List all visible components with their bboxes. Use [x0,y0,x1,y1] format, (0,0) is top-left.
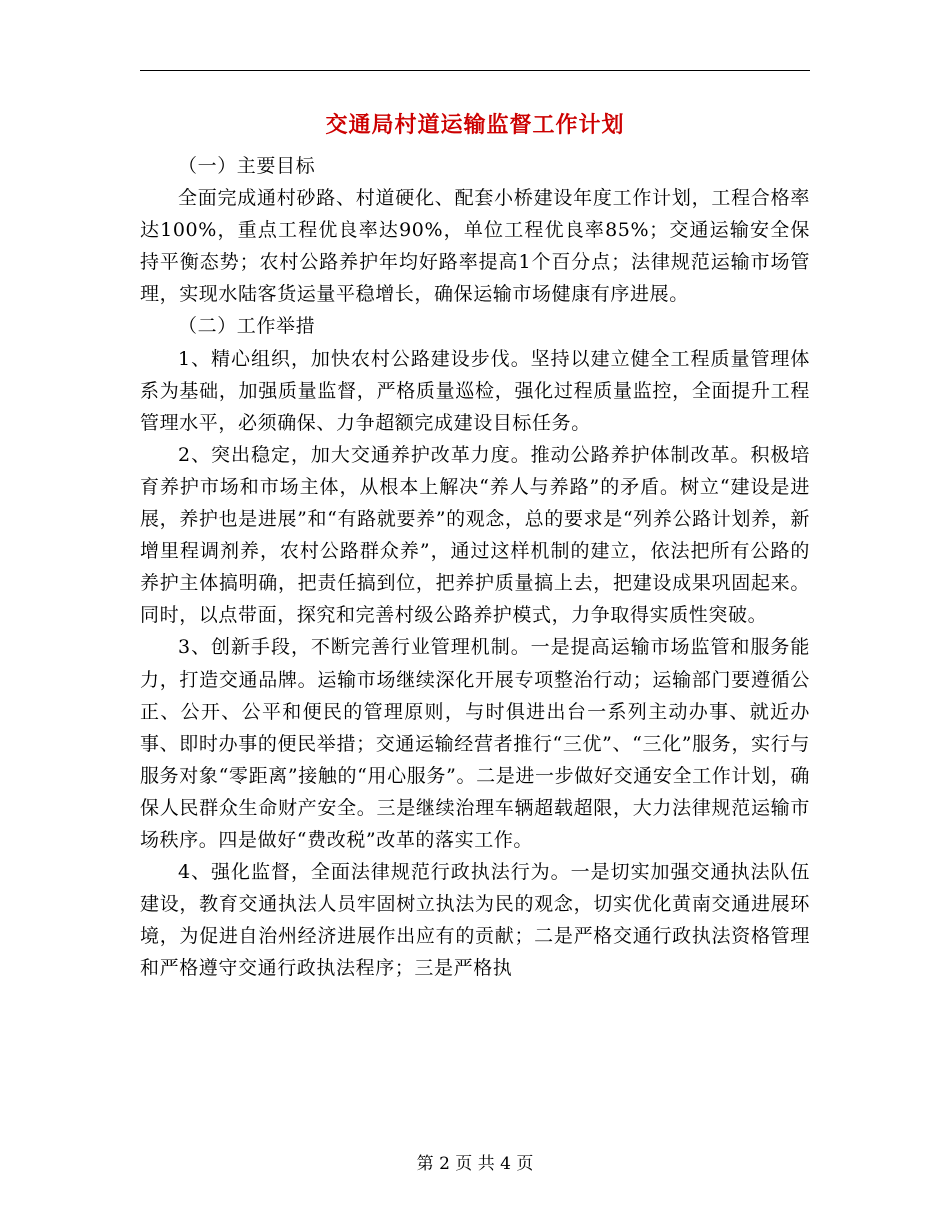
paragraph-goals: 全面完成通村砂路、村道硬化、配套小桥建设年度工作计划，工程合格率达100%，重点工程优良率达90%，单位工程优良率85%；交通运输安全保持平衡态势；农村公路养护年均好路率提高1个百分点；法律规范运输市场管理，实现水陆客货运量平稳增长，确保运输市场健康有序进展。 [140,187,810,306]
paragraph-measure-4: 4、强化监督，全面法律规范行政执法行为。一是切实加强交通执法队伍建设，教育交通执法人员牢固树立执法为民的观念，切实优化黄南交通进展环境，为促进自治州经济进展作出应有的贡献；二是严格交通行政执法资格管理和严格遵守交通行政执法程序；三是严格执 [140,861,810,980]
paragraph-measure-1: 1、精心组织，加快农村公路建设步伐。坚持以建立健全工程质量管理体系为基础，加强质量监督，严格质量巡检，强化过程质量监控，全面提升工程管理水平，必须确保、力争超额完成建设目标任务。 [140,347,810,434]
paragraph-measure-2: 2、突出稳定，加大交通养护改革力度。推动公路养护体制改革。积极培育养护市场和市场主体，从根本上解决“养人与养路”的矛盾。树立“建设是进展，养护也是进展”和“有路就要养”的观念，总的要求是“列养公路计划养，新增里程调剂养，农村公路群众养”，通过这样机制的建立，依法把所有公路的养护主体搞明确，把责任搞到位，把养护质量搞上去，把建设成果巩固起来。同时，以点带面，探究和完善村级公路养护模式，力争取得实质性突破。 [140,443,810,627]
header-rule [140,70,810,71]
document-body [140,150,810,984]
section-heading-measures: （二）工作举措 [178,315,316,338]
document-title: 交通局村道运输监督工作计划 [325,112,625,138]
section-heading-goals: （一）主要目标 [178,155,316,177]
paragraph-measure-3: 3、创新手段，不断完善行业管理机制。一是提高运输市场监管和服务能力，打造交通品牌。运输市场继续深化开展专项整治行动；运输部门要遵循公正、公开、公平和便民的管理原则，与时俱进出台一系列主动办事、就近办事、即时办事的便民举措；交通运输经营者推行“三优”、“三化”服务，实行与服务对象“零距离”接触的“用心服务”。二是进一步做好交通安全工作计划，确保人民群众生命财产安全。三是继续治理车辆超载超限，大力法律规范运输市场秩序。四是做好“费改税”改革的落实工作。 [140,636,810,851]
page-number: 第 2 页 共 4 页 [416,1154,534,1174]
page-footer [0,1152,950,1176]
